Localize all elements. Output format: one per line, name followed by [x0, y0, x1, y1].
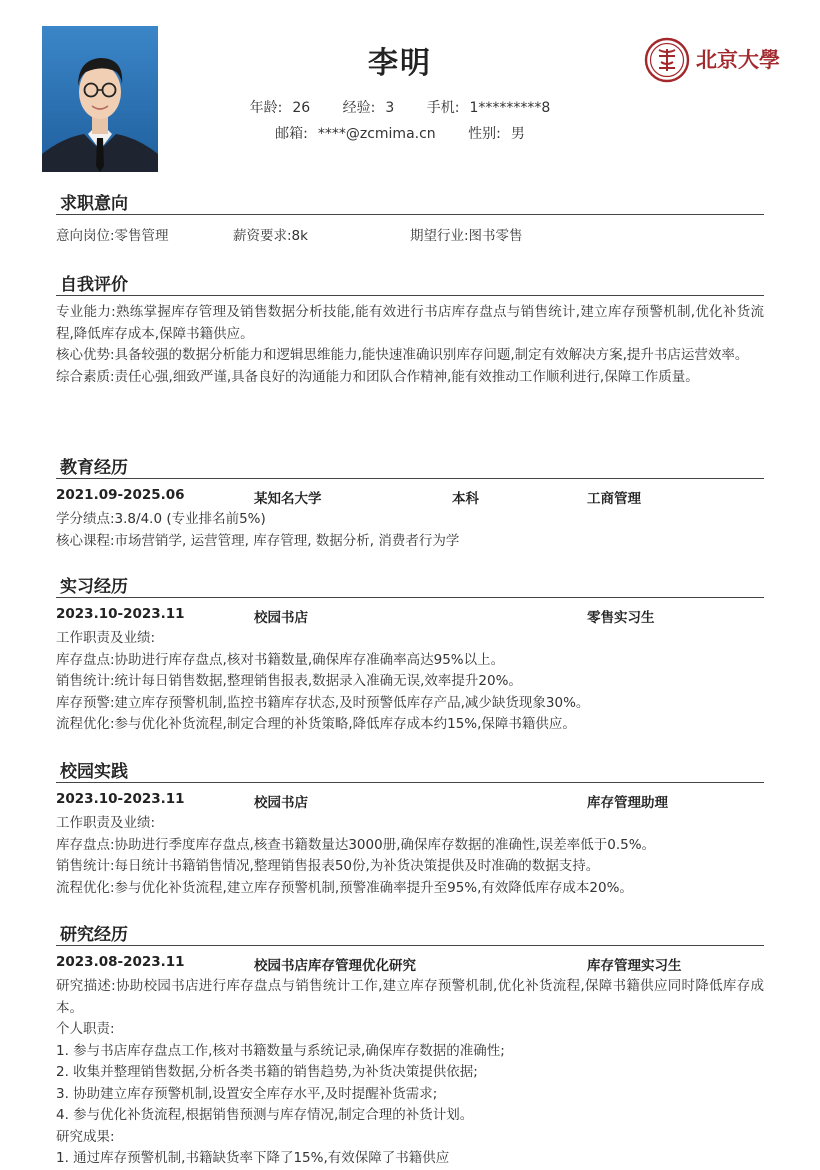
section-divider — [56, 478, 764, 479]
education-school: 某知名大学 — [254, 491, 322, 507]
self-evaluation — [56, 302, 764, 388]
email-label: 邮箱: — [275, 126, 308, 142]
campus-line: 库存盘点:协助进行季度库存盘点,核查书籍数量达3000册,确保库存数据的准确性,误差率低于0.5%。 — [56, 836, 656, 853]
research-row — [56, 954, 764, 974]
research-line: 1. 通过库存预警机制,书籍缺货率下降了15%,有效保障了书籍供应 — [56, 1150, 450, 1166]
basic-info-row-1 — [0, 97, 800, 117]
age-value: 26 — [292, 100, 311, 116]
research-period: 2023.08-2023.11 — [56, 954, 185, 970]
research-details — [56, 976, 764, 1170]
phone-value: 1*********8 — [469, 100, 551, 116]
education-row — [56, 487, 764, 507]
self-eval-quality: 综合素质:责任心强,细致严谨,具备良好的沟通能力和团队合作精神,能有效推动工作顺利进行,保障工作质量。 — [56, 368, 699, 385]
research-line: 1. 参与书店库存盘点工作,核对书籍数量与系统记录,确保库存数据的准确性; — [56, 1042, 505, 1059]
age-label: 年龄: — [249, 100, 283, 116]
logo-wordmark: 北京大學 — [696, 47, 780, 72]
education-degree: 本科 — [452, 491, 479, 507]
section-title-campus: 校园实践 — [60, 762, 128, 782]
intent-salary: 薪资要求:8k — [233, 228, 308, 244]
gender-label: 性别: — [468, 126, 501, 142]
education-period: 2021.09-2025.06 — [56, 487, 185, 503]
internship-period: 2023.10-2023.11 — [56, 606, 185, 622]
internship-role: 零售实习生 — [587, 610, 655, 626]
research-project: 校园书店库存管理优化研究 — [254, 958, 416, 974]
section-title-self: 自我评价 — [60, 275, 128, 295]
gender-value: 男 — [510, 126, 525, 142]
section-title-research: 研究经历 — [60, 925, 128, 945]
research-line: 3. 协助建立库存预警机制,设置安全库存水平,及时提醒补货需求; — [56, 1085, 438, 1102]
education-major: 工商管理 — [587, 491, 641, 507]
campus-line: 销售统计:每日统计书籍销售情况,整理销售报表50份,为补货决策提供及时准确的数据支持。 — [56, 858, 600, 874]
section-divider — [56, 214, 764, 215]
education-gpa: 学分绩点:3.8/4.0 (专业排名前5%) — [56, 511, 266, 527]
research-line: 4. 参与优化补货流程,根据销售预测与库存情况,制定合理的补货计划。 — [56, 1107, 474, 1123]
campus-row — [56, 791, 764, 811]
basic-info-row-2 — [0, 123, 800, 143]
email-value: ****@zcmima.cn — [317, 126, 436, 142]
research-line: 研究成果: — [56, 1128, 115, 1145]
campus-role: 库存管理助理 — [587, 795, 668, 811]
internship-line: 销售统计:统计每日销售数据,整理销售报表,数据录入准确无误,效率提升20%。 — [56, 673, 522, 689]
campus-org: 校园书店 — [254, 795, 308, 811]
section-divider — [56, 782, 764, 783]
internship-details — [56, 628, 764, 736]
intent-position: 意向岗位:零售管理 — [56, 228, 169, 244]
section-divider — [56, 597, 764, 598]
campus-line: 工作职责及业绩: — [56, 815, 156, 831]
education-courses: 核心课程:市场营销学, 运营管理, 库存管理, 数据分析, 消费者行为学 — [56, 532, 460, 549]
section-title-education: 教育经历 — [60, 458, 128, 478]
candidate-name: 李明 — [368, 46, 432, 81]
intent-row — [56, 226, 764, 248]
university-logo — [644, 36, 794, 84]
internship-row — [56, 606, 764, 626]
intent-industry: 期望行业:图书零售 — [410, 228, 523, 244]
research-line: 2. 收集并整理销售数据,分析各类书籍的销售趋势,为补货决策提供依据; — [56, 1064, 478, 1080]
section-title-intent: 求职意向 — [60, 194, 128, 214]
internship-line: 库存盘点:协助进行库存盘点,核对书籍数量,确保库存准确率高达95%以上。 — [56, 651, 505, 668]
research-description: 研究描述:协助校园书店进行库存盘点与销售统计工作,建立库存预警机制,优化补货流程,保障书籍供应同时降低库存成本。 — [56, 978, 764, 1016]
internship-line: 工作职责及业绩: — [56, 630, 156, 646]
campus-period: 2023.10-2023.11 — [56, 791, 185, 807]
internship-line: 库存预警:建立库存预警机制,监控书籍库存状态,及时预警低库存产品,减少缺货现象30%。 — [56, 694, 590, 711]
section-divider — [56, 295, 764, 296]
self-eval-skill: 专业能力:熟练掌握库存管理及销售数据分析技能,能有效进行书店库存盘点与销售统计,建立库存预警机制,优化补货流程,降低库存成本,保障书籍供应。 — [56, 304, 764, 342]
research-role: 库存管理实习生 — [587, 958, 682, 974]
phone-label: 手机: — [426, 100, 460, 116]
campus-line: 流程优化:参与优化补货流程,建立库存预警机制,预警准确率提升至95%,有效降低库存成本20%。 — [56, 879, 633, 896]
research-line: 个人职责: — [56, 1021, 115, 1037]
experience-value: 3 — [385, 100, 395, 116]
self-eval-strength: 核心优势:具备较强的数据分析能力和逻辑思维能力,能快速准确识别库存问题,制定有效解决方案,提升书店运营效率。 — [56, 347, 749, 363]
internship-line: 流程优化:参与优化补货流程,制定合理的补货策略,降低库存成本约15%,保障书籍供应。 — [56, 716, 576, 732]
section-divider — [56, 945, 764, 946]
education-details — [56, 509, 764, 552]
experience-label: 经验: — [342, 100, 376, 116]
section-title-internship: 实习经历 — [60, 577, 128, 597]
campus-details — [56, 813, 764, 899]
internship-org: 校园书店 — [254, 610, 308, 626]
